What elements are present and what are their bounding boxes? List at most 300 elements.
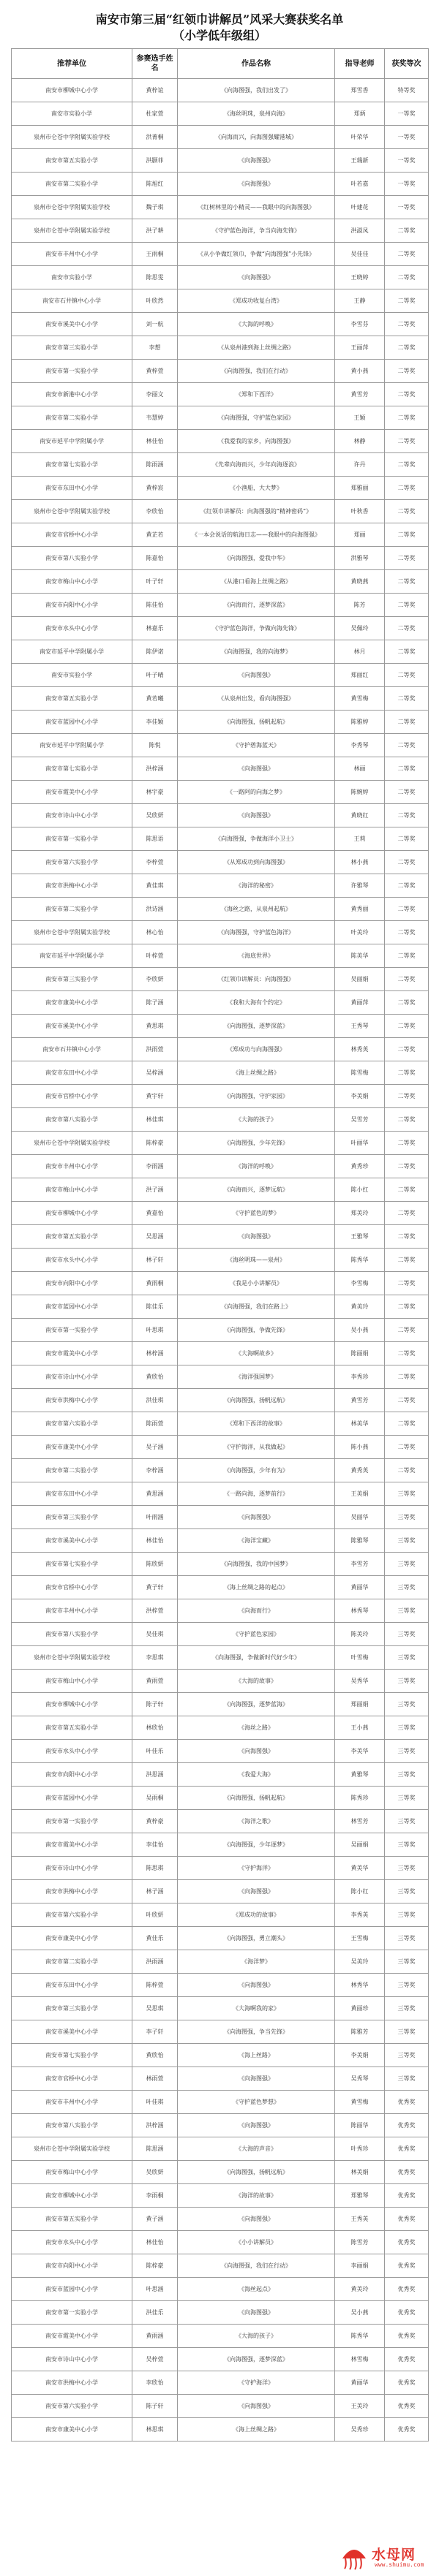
- cell-school: 南安市官桥中心小学: [12, 1576, 132, 1599]
- cell-work: 《小渔船，大大梦》: [178, 477, 335, 500]
- cell-teacher: 黄雪梅: [335, 2091, 385, 2114]
- cell-work: 《向海图强，少年有为》: [178, 1459, 335, 1482]
- cell-teacher: 黄雪芳: [335, 1389, 385, 1412]
- cell-teacher: 吴秀华: [335, 1670, 385, 1693]
- cell-contestant: 洪佳琪: [132, 1389, 178, 1412]
- cell-school: 南安市柳城中心小学: [12, 1693, 132, 1716]
- cell-contestant: 吴欣妍: [132, 2161, 178, 2184]
- table-row: [12, 570, 429, 594]
- cell-work: 《向海图强》: [178, 1974, 335, 1997]
- cell-contestant: 吴思琪: [132, 1997, 178, 2020]
- cell-school: 南安市东田中心小学: [12, 1482, 132, 1506]
- cell-teacher: 李秀琴: [335, 734, 385, 757]
- cell-school: 南安市第八实验小学: [12, 1108, 132, 1132]
- cell-award: 二等奖: [385, 1202, 429, 1225]
- cell-teacher: 黄晓燕: [335, 570, 385, 594]
- cell-contestant: 叶思涵: [132, 2278, 178, 2301]
- cell-award: 二等奖: [385, 1038, 429, 1061]
- cell-award: 二等奖: [385, 266, 429, 289]
- cell-contestant: 林佳琪: [132, 1108, 178, 1132]
- cell-award: 二等奖: [385, 1389, 429, 1412]
- table-row: [12, 944, 429, 968]
- table-row: [12, 2208, 429, 2231]
- header-teacher: 指导老师: [335, 49, 385, 79]
- cell-contestant: 陈子轩: [132, 1693, 178, 1716]
- cell-school: 南安市第二实验小学: [12, 898, 132, 921]
- cell-award: 三等奖: [385, 1506, 429, 1529]
- cell-contestant: 黄芷若: [132, 523, 178, 547]
- cell-award: 三等奖: [385, 2020, 429, 2044]
- cell-contestant: 洪雨涵: [132, 1950, 178, 1974]
- table-row: [12, 1997, 429, 2020]
- table-row: [12, 1880, 429, 1903]
- cell-school: 南安市延平中学附属小学: [12, 944, 132, 968]
- cell-school: 南安市第二实验小学: [12, 173, 132, 196]
- cell-work: 《向海图强》: [178, 757, 335, 781]
- cell-work: 《大海的孩子》: [178, 1108, 335, 1132]
- cell-work: 《向海而行，逐梦深蓝》: [178, 594, 335, 617]
- cell-school: 南安市第二实验小学: [12, 1950, 132, 1974]
- cell-work: 《向海图强，扬帆起航》: [178, 1787, 335, 1810]
- cell-school: 南安市向阳中心小学: [12, 1272, 132, 1295]
- cell-award: 二等奖: [385, 1061, 429, 1085]
- cell-teacher: 王晓婷: [335, 266, 385, 289]
- cell-work: 《大海的呼唤》: [178, 313, 335, 336]
- cell-work: 《守护碧海蓝天》: [178, 734, 335, 757]
- cell-award: 优秀奖: [385, 2348, 429, 2371]
- table-row: [12, 734, 429, 757]
- cell-contestant: 吴佳琪: [132, 1623, 178, 1646]
- cell-work: 《红领巾讲解员：向海图强》: [178, 968, 335, 991]
- cell-school: 南安市康美中心小学: [12, 991, 132, 1015]
- cell-award: 二等奖: [385, 1132, 429, 1155]
- cell-school: 南安市第八实验小学: [12, 547, 132, 570]
- cell-contestant: 李想: [132, 336, 178, 360]
- table-row: [12, 1085, 429, 1108]
- cell-teacher: 王瑞新: [335, 149, 385, 173]
- cell-award: 二等奖: [385, 406, 429, 430]
- cell-work: 《海洋梦》: [178, 1950, 335, 1974]
- cell-work: 《向海图强，我的向海梦》: [178, 640, 335, 664]
- cell-school: 南安市蓝园中心小学: [12, 2278, 132, 2301]
- table-row: [12, 1623, 429, 1646]
- cell-teacher: 吴丽华: [335, 1506, 385, 1529]
- cell-contestant: 吴雨桐: [132, 1787, 178, 1810]
- cell-contestant: 魏子琪: [132, 196, 178, 219]
- cell-contestant: 杜家萱: [132, 102, 178, 126]
- cell-school: 南安市官桥中心小学: [12, 523, 132, 547]
- cell-award: 二等奖: [385, 1272, 429, 1295]
- table-row: [12, 921, 429, 944]
- cell-award: 二等奖: [385, 968, 429, 991]
- cell-contestant: 李梓涵: [132, 1459, 178, 1482]
- table-row: [12, 219, 429, 243]
- table-row: [12, 594, 429, 617]
- cell-work: 《海丝起点》: [178, 2278, 335, 2301]
- cell-award: 优秀奖: [385, 2137, 429, 2161]
- watermark-url: www.shuimu.com: [375, 2561, 424, 2568]
- cell-work: 《一路向海，逐梦前行》: [178, 1482, 335, 1506]
- cell-school: 南安市第八实验小学: [12, 2114, 132, 2137]
- cell-award: 二等奖: [385, 1249, 429, 1272]
- cell-award: 二等奖: [385, 1015, 429, 1038]
- cell-teacher: 吴佳佳: [335, 243, 385, 266]
- table-row: [12, 1249, 429, 1272]
- cell-work: 《向海图强》: [178, 266, 335, 289]
- cell-work: 《向海图强，争做先锋》: [178, 1319, 335, 1342]
- cell-teacher: 郑丽: [335, 523, 385, 547]
- cell-school: 泉州市仑苍中学附属实验学校: [12, 219, 132, 243]
- cell-award: 二等奖: [385, 687, 429, 711]
- cell-contestant: 黄子轩: [132, 1576, 178, 1599]
- table-row: [12, 1576, 429, 1599]
- cell-contestant: 林佳怡: [132, 2231, 178, 2254]
- cell-school: 南安市霞美中心小学: [12, 781, 132, 804]
- table-row: [12, 430, 429, 453]
- table-row: [12, 1482, 429, 1506]
- cell-work: 《从泉州港到海上丝绸之路》: [178, 336, 335, 360]
- table-row: [12, 1529, 429, 1553]
- cell-school: 南安市第八实验小学: [12, 1623, 132, 1646]
- cell-teacher: 陈丽娟: [335, 1342, 385, 1365]
- cell-work: 《向海图强》: [178, 664, 335, 687]
- cell-school: 南安市蓝园中心小学: [12, 1787, 132, 1810]
- cell-award: 二等奖: [385, 289, 429, 313]
- cell-school: 南安市第三实验小学: [12, 968, 132, 991]
- cell-work: 《郑和下西洋》: [178, 383, 335, 406]
- cell-work: 《红领巾讲解员：向海图强的“精神密码”》: [178, 500, 335, 523]
- table-row: [12, 1646, 429, 1670]
- cell-award: 优秀奖: [385, 2091, 429, 2114]
- table-row: [12, 149, 429, 173]
- cell-school: 南安市溪美中心小学: [12, 2020, 132, 2044]
- document-title: 南安市第三届“红领巾讲解员”风采大赛获奖名单: [95, 12, 344, 26]
- cell-contestant: 韦慧婷: [132, 406, 178, 430]
- cell-contestant: 黄子涵: [132, 2208, 178, 2231]
- table-row: [12, 851, 429, 874]
- table-row: [12, 1459, 429, 1482]
- cell-school: 南安市水头中心小学: [12, 1740, 132, 1763]
- cell-award: 三等奖: [385, 1623, 429, 1646]
- cell-school: 南安市柳城中心小学: [12, 79, 132, 102]
- table-row: [12, 2020, 429, 2044]
- cell-school: 泉州市仑苍中学附属实验学校: [12, 126, 132, 149]
- cell-teacher: 吴小燕: [335, 2301, 385, 2325]
- cell-teacher: 王静: [335, 289, 385, 313]
- header-work: 作品名称: [178, 49, 335, 79]
- cell-award: 二等奖: [385, 921, 429, 944]
- cell-contestant: 黄宇轩: [132, 1085, 178, 1108]
- cell-contestant: 陈雨涵: [132, 453, 178, 477]
- cell-work: 《大海啊我的家》: [178, 1997, 335, 2020]
- cell-work: 《我爱我的家乡，向海图强》: [178, 430, 335, 453]
- cell-work: 《守护蓝色的梦》: [178, 1202, 335, 1225]
- cell-award: 优秀奖: [385, 2208, 429, 2231]
- cell-award: 二等奖: [385, 1319, 429, 1342]
- cell-award: 优秀奖: [385, 2254, 429, 2278]
- cell-contestant: 黄佳乐: [132, 1927, 178, 1950]
- cell-contestant: 洪诗涵: [132, 898, 178, 921]
- cell-award: 二等奖: [385, 430, 429, 453]
- cell-award: 二等奖: [385, 1436, 429, 1459]
- cell-award: 二等奖: [385, 1108, 429, 1132]
- cell-school: 南安市实验小学: [12, 102, 132, 126]
- cell-work: 《海洋之歌》: [178, 1810, 335, 1833]
- table-row: [12, 874, 429, 898]
- cell-teacher: 陈雅婷: [335, 711, 385, 734]
- cell-contestant: 吴梓萱: [132, 2348, 178, 2371]
- cell-teacher: 许丹: [335, 453, 385, 477]
- cell-work: 《向海图强，爱我中华》: [178, 547, 335, 570]
- cell-school: 南安市延平中学附属小学: [12, 640, 132, 664]
- header-contestant: 参赛选手姓名: [132, 49, 178, 79]
- cell-teacher: 陈雪梅: [335, 1061, 385, 1085]
- cell-school: 泉州市仑苍中学附属实验学校: [12, 2137, 132, 2161]
- table-row: [12, 757, 429, 781]
- cell-school: 南安市第七实验小学: [12, 1553, 132, 1576]
- cell-work: 《向海图强，扬帆远航》: [178, 1389, 335, 1412]
- cell-contestant: 陈梓豪: [132, 2254, 178, 2278]
- table-row: [12, 1857, 429, 1880]
- cell-teacher: 郑美玲: [335, 1202, 385, 1225]
- cell-award: 三等奖: [385, 2044, 429, 2067]
- table-row: [12, 1319, 429, 1342]
- cell-contestant: 黄雨萱: [132, 1670, 178, 1693]
- cell-school: 南安市溪美中心小学: [12, 1529, 132, 1553]
- cell-contestant: 洪梓涵: [132, 757, 178, 781]
- table-row: [12, 1015, 429, 1038]
- cell-work: 《守护蓝色海洋，争当向海先锋》: [178, 219, 335, 243]
- cell-contestant: 陈嘉怡: [132, 547, 178, 570]
- cell-teacher: 吴丽娟: [335, 1833, 385, 1857]
- table-row: [12, 1950, 429, 1974]
- table-body: [12, 79, 429, 2441]
- cell-teacher: 陈雅芳: [335, 2020, 385, 2044]
- table-row: [12, 1342, 429, 1365]
- cell-teacher: 黄美华: [335, 1857, 385, 1880]
- cell-work: 《守护蓝色海洋，争做向海先锋》: [178, 617, 335, 640]
- cell-contestant: 陈雨萱: [132, 1412, 178, 1436]
- table-row: [12, 2325, 429, 2348]
- cell-teacher: 叶秋香: [335, 500, 385, 523]
- table-row: [12, 1202, 429, 1225]
- cell-teacher: 李秀英: [335, 1903, 385, 1927]
- cell-award: 三等奖: [385, 1810, 429, 1833]
- cell-work: 《一本会说话的航海日志——我眼中的向海图强》: [178, 523, 335, 547]
- cell-contestant: 黄欣怡: [132, 1365, 178, 1389]
- cell-work: 《向海图强》: [178, 2114, 335, 2137]
- cell-contestant: 洪思涵: [132, 1763, 178, 1787]
- cell-teacher: 李雪芳: [335, 1553, 385, 1576]
- cell-work: 《向海图强》: [178, 804, 335, 827]
- cell-contestant: 林佳怡: [132, 430, 178, 453]
- cell-contestant: 黄若曦: [132, 687, 178, 711]
- cell-award: 二等奖: [385, 1365, 429, 1389]
- cell-award: 三等奖: [385, 1880, 429, 1903]
- cell-award: 三等奖: [385, 1974, 429, 1997]
- cell-contestant: 李欣怡: [132, 2371, 178, 2395]
- cell-award: 二等奖: [385, 617, 429, 640]
- table-row: [12, 1927, 429, 1950]
- cell-award: 三等奖: [385, 1997, 429, 2020]
- cell-award: 二等奖: [385, 757, 429, 781]
- cell-work: 《大海啊故乡》: [178, 1342, 335, 1365]
- cell-school: 泉州市仑苍中学附属实验学校: [12, 196, 132, 219]
- cell-teacher: 陈秀华: [335, 1249, 385, 1272]
- cell-work: 《海丝之路》: [178, 1716, 335, 1740]
- cell-teacher: 陈秀珍: [335, 1787, 385, 1810]
- cell-contestant: 陈悦: [132, 734, 178, 757]
- cell-contestant: 陈梓豪: [132, 1132, 178, 1155]
- cell-teacher: 林秀英: [335, 1038, 385, 1061]
- table-row: [12, 1295, 429, 1319]
- cell-teacher: 黄秀珍: [335, 1155, 385, 1178]
- cell-contestant: 黄梓豪: [132, 1810, 178, 1833]
- cell-award: 优秀奖: [385, 2418, 429, 2441]
- cell-contestant: 陈思琪: [132, 1857, 178, 1880]
- cell-contestant: 李丽文: [132, 383, 178, 406]
- cell-work: 《向海图强》: [178, 1740, 335, 1763]
- cell-contestant: 陈旭红: [132, 173, 178, 196]
- cell-award: 三等奖: [385, 1857, 429, 1880]
- cell-teacher: 叶建花: [335, 196, 385, 219]
- table-row: [12, 1716, 429, 1740]
- cell-teacher: 王雅琴: [335, 1225, 385, 1249]
- cell-school: 南安市第三实验小学: [12, 1997, 132, 2020]
- table-row: [12, 173, 429, 196]
- cell-work: 《先辈向海而兴，少年向海逐浪》: [178, 453, 335, 477]
- cell-school: 南安市诗山中心小学: [12, 1857, 132, 1880]
- cell-work: 《大海的声音》: [178, 2137, 335, 2161]
- cell-teacher: 李秀珍: [335, 1365, 385, 1389]
- cell-contestant: 洪佳乐: [132, 2301, 178, 2325]
- cell-work: 《红树林里的小精灵——我眼中的向海图强》: [178, 196, 335, 219]
- cell-teacher: 叶雪梅: [335, 1646, 385, 1670]
- table-row: [12, 804, 429, 827]
- cell-award: 三等奖: [385, 1646, 429, 1670]
- table-row: [12, 1061, 429, 1085]
- table-row: [12, 360, 429, 383]
- cell-award: 二等奖: [385, 1178, 429, 1202]
- cell-work: 《从郑成功到向海图强》: [178, 851, 335, 874]
- cell-award: 二等奖: [385, 1085, 429, 1108]
- cell-work: 《一路阿的向海之梦》: [178, 781, 335, 804]
- cell-work: 《向海图强，勇立潮头》: [178, 1927, 335, 1950]
- cell-teacher: 黄秀丽: [335, 898, 385, 921]
- cell-teacher: 林美华: [335, 1412, 385, 1436]
- cell-contestant: 王雨桐: [132, 243, 178, 266]
- cell-school: 南安市柳城中心小学: [12, 1202, 132, 1225]
- cell-award: 一等奖: [385, 149, 429, 173]
- cell-award: 二等奖: [385, 640, 429, 664]
- table-row: [12, 406, 429, 430]
- table-row: [12, 1599, 429, 1623]
- table-row: [12, 2067, 429, 2091]
- cell-award: 二等奖: [385, 453, 429, 477]
- cell-school: 南安市第三实验小学: [12, 1506, 132, 1529]
- cell-school: 南安市第六实验小学: [12, 851, 132, 874]
- table-row: [12, 1225, 429, 1249]
- header-award: 获奖等次: [385, 49, 429, 79]
- cell-teacher: 郑丽娟: [335, 1693, 385, 1716]
- cell-award: 三等奖: [385, 1670, 429, 1693]
- table-row: [12, 196, 429, 219]
- cell-contestant: 叶雨涵: [132, 1506, 178, 1529]
- cell-teacher: 黄小燕: [335, 360, 385, 383]
- cell-work: 《我爱大海》: [178, 1763, 335, 1787]
- cell-teacher: 陈雅琴: [335, 1529, 385, 1553]
- jellyfish-icon: [338, 2544, 370, 2570]
- cell-award: 二等奖: [385, 874, 429, 898]
- cell-teacher: 黄雪芳: [335, 383, 385, 406]
- cell-work: 《向海图强，争做新时代好少年》: [178, 1646, 335, 1670]
- cell-contestant: 陈子涵: [132, 991, 178, 1015]
- cell-award: 三等奖: [385, 1482, 429, 1506]
- cell-contestant: 叶子轩: [132, 570, 178, 594]
- cell-work: 《海底世界》: [178, 944, 335, 968]
- cell-work: 《向海图强，守护家园》: [178, 1085, 335, 1108]
- cell-school: 泉州市仑苍中学附属实验学校: [12, 1646, 132, 1670]
- table-row: [12, 1155, 429, 1178]
- cell-work: 《海洋的秘密》: [178, 874, 335, 898]
- cell-teacher: 黄美玲: [335, 1295, 385, 1319]
- cell-teacher: 黄秀英: [335, 1459, 385, 1482]
- cell-teacher: 林小燕: [335, 851, 385, 874]
- cell-award: 特等奖: [385, 79, 429, 102]
- cell-teacher: 黄丽华: [335, 1576, 385, 1599]
- cell-school: 南安市诗山中心小学: [12, 804, 132, 827]
- table-row: [12, 1506, 429, 1529]
- cell-teacher: 李美华: [335, 1740, 385, 1763]
- cell-contestant: 叶佳琪: [132, 2091, 178, 2114]
- cell-award: 二等奖: [385, 1459, 429, 1482]
- cell-school: 南安市第二实验小学: [12, 1459, 132, 1482]
- cell-award: 优秀奖: [385, 2161, 429, 2184]
- cell-contestant: 李欣怡: [132, 500, 178, 523]
- cell-teacher: 林秀华: [335, 1974, 385, 1997]
- cell-contestant: 黄梓萱: [132, 360, 178, 383]
- cell-award: 二等奖: [385, 851, 429, 874]
- cell-school: 南安市第五实验小学: [12, 2208, 132, 2231]
- cell-award: 一等奖: [385, 173, 429, 196]
- cell-award: 三等奖: [385, 1927, 429, 1950]
- cell-contestant: 洪颢菲: [132, 149, 178, 173]
- cell-award: 二等奖: [385, 500, 429, 523]
- cell-school: 南安市第六实验小学: [12, 1412, 132, 1436]
- cell-school: 南安市霞美中心小学: [12, 1833, 132, 1857]
- cell-work: 《海洋宝藏》: [178, 1529, 335, 1553]
- cell-teacher: 陈婉婷: [335, 781, 385, 804]
- cell-teacher: 王莉: [335, 827, 385, 851]
- table-row: [12, 523, 429, 547]
- table-row: [12, 2395, 429, 2418]
- table-row: [12, 79, 429, 102]
- cell-work: 《向海图强，扬帆远航》: [178, 2161, 335, 2184]
- cell-school: 南安市溪美中心小学: [12, 313, 132, 336]
- cell-teacher: 黄丽萍: [335, 991, 385, 1015]
- cell-contestant: 洪梓涵: [132, 2114, 178, 2137]
- cell-award: 一等奖: [385, 126, 429, 149]
- cell-award: 优秀奖: [385, 2231, 429, 2254]
- cell-teacher: 林美娟: [335, 2161, 385, 2184]
- cell-school: 南安市实验小学: [12, 664, 132, 687]
- cell-school: 南安市向阳中心小学: [12, 1763, 132, 1787]
- cell-award: 二等奖: [385, 1295, 429, 1319]
- cell-contestant: 叶梓萱: [132, 944, 178, 968]
- cell-award: 一等奖: [385, 102, 429, 126]
- cell-school: 南安市洪梅中心小学: [12, 874, 132, 898]
- cell-work: 《向海图强，扬帆起航》: [178, 711, 335, 734]
